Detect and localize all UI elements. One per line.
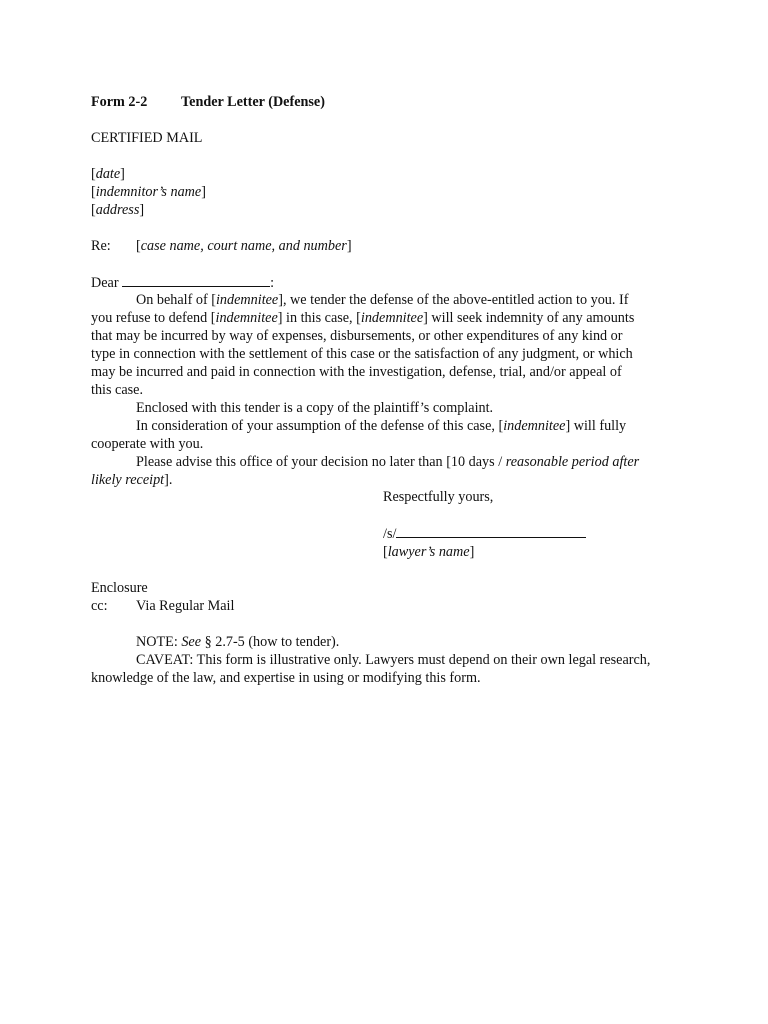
body-paragraph-1-line-2: you refuse to defend [indemnitee] in this case, [indemnitee] will seek indemnity of any amounts	[91, 310, 635, 327]
re-value: case name, court name, and number	[140, 237, 347, 254]
body-paragraph-4-line-1: Please advise this office of your decision no later than [10 days / reasonable period after	[136, 453, 640, 470]
indemnitee-placeholder: indemnitee	[360, 310, 424, 327]
indemnitor-name-placeholder: indemnitor’s name	[95, 183, 202, 200]
body-paragraph-3-line-2: cooperate with you.	[91, 435, 204, 452]
body-paragraph-4-line-2: likely receipt].	[91, 471, 173, 488]
cc-label: cc:	[91, 598, 108, 615]
form-number: Form 2-2	[91, 94, 148, 110]
body-paragraph-3-line-1: In consideration of your assumption of the defense of this case, [indemnitee] will fully	[136, 417, 627, 434]
cc-line	[91, 598, 681, 616]
lawyer-name-field: [lawyer’s name]	[383, 544, 475, 561]
caveat-label: CAVEAT:	[136, 651, 194, 668]
date-placeholder: date	[95, 165, 121, 182]
signature-blank	[396, 525, 586, 538]
indemnitee-placeholder: indemnitee	[215, 310, 278, 327]
caveat-line-1: CAVEAT: This form is illustrative only. Lawyers must depend on their own legal research,	[136, 651, 651, 668]
form-heading	[91, 94, 681, 112]
re-label: Re:	[91, 237, 111, 254]
body-paragraph-2: Enclosed with this tender is a copy of the plaintiff’s complaint.	[136, 399, 494, 416]
body-paragraph-1-line-1: On behalf of [indemnitee], we tender the defense of the above-entitled action to you. If	[136, 292, 629, 309]
body-paragraph-1-line-4: type in connection with the settlement of this case or the satisfaction of any judgment, or which	[91, 346, 633, 363]
signature-mark: /s/	[383, 526, 397, 543]
form-title: Tender Letter (Defense)	[181, 94, 325, 110]
body-paragraph-1-line-3: that may be incurred by way of expenses, disbursements, or other expenditures of any kind or	[91, 328, 623, 345]
enclosure: Enclosure	[91, 580, 148, 597]
signature-line	[91, 525, 681, 544]
indemnitee-placeholder: indemnitee	[503, 417, 566, 434]
date-field: [date]	[91, 165, 125, 182]
note-text: § 2.7-5 (how to tender).	[201, 633, 340, 650]
address-field: [address]	[91, 201, 145, 218]
indemnitee-placeholder: indemnitee	[215, 292, 279, 309]
certified-mail: CERTIFIED MAIL	[91, 130, 203, 146]
body-paragraph-1-line-5: may be incurred and paid in connection with the investigation, defense, trial, and/or appeal of	[91, 364, 622, 381]
body-paragraph-1-line-6: this case.	[91, 381, 144, 398]
closing: Respectfully yours,	[383, 489, 494, 506]
indemnitor-name-field: [indemnitor’s name]	[91, 183, 206, 200]
document-page	[91, 94, 681, 688]
re-line: Re: [case name, court name, and number]	[91, 237, 352, 254]
note-see: See	[181, 633, 202, 650]
address-placeholder: address	[95, 201, 140, 218]
cc-value: Via Regular Mail	[136, 598, 235, 615]
note	[91, 634, 681, 652]
note-label: NOTE:	[136, 633, 178, 650]
caveat-line-2: knowledge of the law, and expertise in using or modifying this form.	[91, 669, 481, 686]
salutation-blank	[122, 274, 270, 287]
salutation: Dear :	[91, 274, 275, 291]
lawyer-name-placeholder: lawyer’s name	[387, 544, 470, 561]
salutation-word: Dear	[91, 274, 119, 291]
